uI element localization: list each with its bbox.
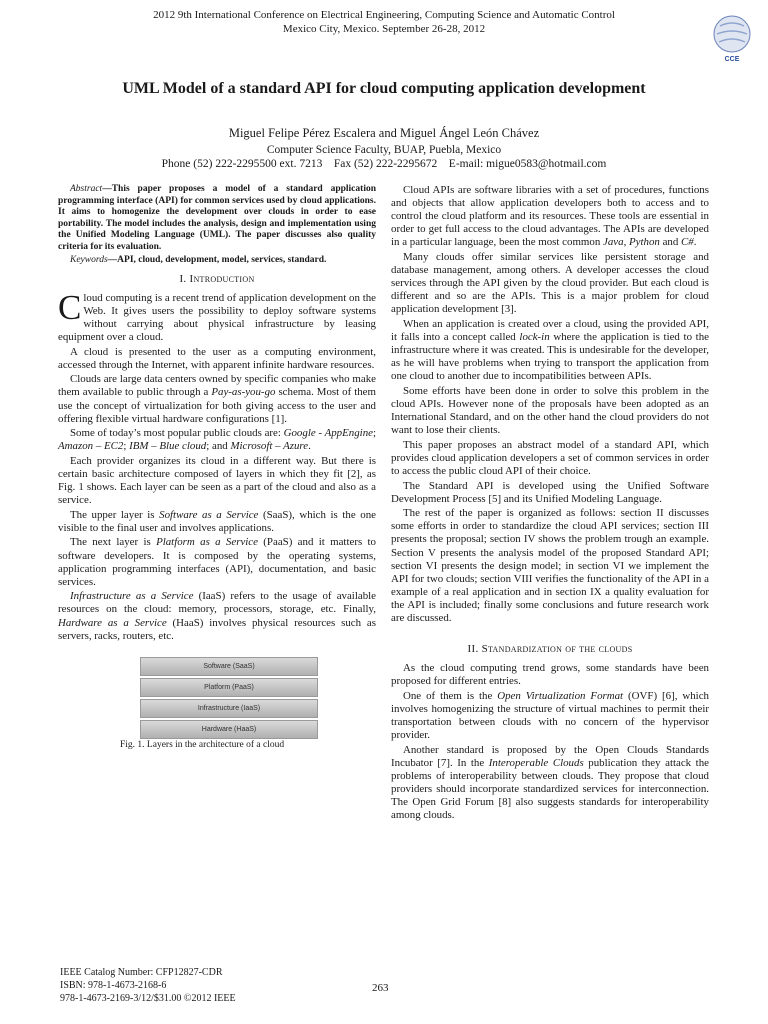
figure-caption: Fig. 1. Layers in the architecture of a cloud xyxy=(120,739,285,750)
paragraph: Some efforts have been done in order to solve this problem in the cloud APIs. However none of the proposals have been adopted as an International Standard, and on the other hand the cloud providers do not want to lose their clients. xyxy=(391,384,709,437)
affiliation: Computer Science Faculty, BUAP, Puebla, Mexico xyxy=(266,144,502,156)
keywords-text: —API, cloud, development, model, services, standard. xyxy=(107,255,327,266)
footer-publication-info xyxy=(60,966,236,1005)
paragraph: The Standard API is developed using the Unified Software Development Process [5] and its Unified Modeling Language. xyxy=(391,479,709,505)
section-number: I. xyxy=(179,272,187,285)
right-column xyxy=(391,184,709,824)
copyright: 978-1-4673-2169-3/12/$31.00 ©2012 IEEE xyxy=(60,993,236,1004)
section-number: II. xyxy=(467,643,479,656)
paragraph: When an application is created over a cloud, using the provided API, it falls into a concept called lock-in where the application is tied to the infrastructure where it was created. This is undesirable for the developer, as he will have problems when trying to transport the application from one cloud to another due to incompatibilities between APIs. xyxy=(391,317,709,383)
conference-name: 2012 9th International Conference on Electrical Engineering, Computing Science and Automatic Control xyxy=(153,9,615,21)
abstract-text: —This paper proposes a model of a standard application programming interface (API) for common services used by cloud applications. It aims to homogenize the development over clouds in order to ease portability. The model includes the analysis, design and implementation using the Unified Modeling Language (UML). The paper discusses also quality criteria for its evaluation. xyxy=(58,184,376,252)
layer-stack-diagram xyxy=(140,657,318,741)
paragraph: Some of today’s most popular public clouds are: Google - AppEngine; Amazon – EC2; IBM – Blue cloud; and Microsoft – Azure. xyxy=(58,427,377,453)
keywords-label: Keywords xyxy=(70,255,108,266)
abstract xyxy=(58,184,376,254)
paragraph: Another standard is proposed by the Open Clouds Standards Incubator [7]. In the Interoperable Clouds publication they attack the problems of interoperability between clouds. They propose that cloud providers should incorporate standardized services for interconnection. The Open Grid Forum [8] also suggests standards for interoperability among clouds. xyxy=(391,743,709,822)
contact-line: Phone (52) 222-2295500 ext. 7213 Fax (52) 222-2295672 E-mail: migue0583@hotmail.com xyxy=(161,158,607,170)
keywords xyxy=(58,255,376,267)
paragraph: Clouds are large data centers owned by specific companies who make them available to public through a Pay-as-you-go schema. Most of them use the concept of virtualization for both giving access to the user and offering flexible virtual hardware configurations [1]. xyxy=(58,373,376,425)
paragraph: Many clouds offer similar services like persistent storage and database management, among others. A developer accesses the cloud services through the API given by the cloud provider. But each cloud is different and so are the APIs. This is a major problem for cloud application development [3]. xyxy=(391,250,709,316)
layer-saas: Software (SaaS) xyxy=(140,657,318,676)
catalog-number: IEEE Catalog Number: CFP12827-CDR xyxy=(60,967,223,978)
paragraph: This paper proposes an abstract model of a standard API, which provides cloud application developers a set of common services in order to access the public cloud API of their choice. xyxy=(391,438,709,477)
layer-iaas: Infrastructure (IaaS) xyxy=(140,699,318,718)
paragraph: One of them is the Open Virtualization Format (OVF) [6], which involves homogenizing the structure of virtual machines to permit their transportation between clouds with no concern of the hypervisor provider. xyxy=(391,689,709,742)
logo-text: CCE xyxy=(724,56,740,63)
paragraph: The next layer is Platform as a Service (PaaS) and it matters to software developers. It is composed by the operating systems, application programming interfaces (API), documentation, and basic services. xyxy=(58,536,376,588)
section-heading-introduction xyxy=(58,273,376,286)
layer-paas: Platform (PaaS) xyxy=(140,678,318,697)
section-title: Standardization of the clouds xyxy=(481,643,633,656)
affiliation-block xyxy=(0,143,768,171)
section-heading-standardization xyxy=(391,643,709,656)
figure-1 xyxy=(58,657,376,765)
paper-title: UML Model of a standard API for cloud computing application development xyxy=(122,80,646,97)
page-number: 263 xyxy=(372,982,389,994)
layer-haas: Hardware (HaaS) xyxy=(140,720,318,739)
paragraph: Cloud APIs are software libraries with a set of procedures, functions and objects that allow application developers both to access and to control the cloud platform and its resources. These tools are essential in order to get full access to the cloud advantages. The APIs are developed in a particular language, been the most common Java, Python and C#. xyxy=(391,184,709,249)
abstract-label: Abstract xyxy=(70,184,103,194)
drop-cap: C xyxy=(58,287,82,327)
paragraph: As the cloud computing trend grows, some standards have been proposed for different entries. xyxy=(391,662,709,688)
paragraph: A cloud is presented to the user as a computing environment, accessed through the Internet, with apparent infinite hardware resources. xyxy=(58,345,376,371)
paragraph: Cloud computing is a recent trend of application development on the Web. It gives users the possibility to deploy software systems without carrying about physical infrastructure by leasing equipment over a cloud. xyxy=(58,287,376,344)
conference-location: Mexico City, Mexico. September 26-28, 2012 xyxy=(282,23,486,35)
cce-logo-icon xyxy=(706,14,758,64)
paragraph: The rest of the paper is organized as follows: section II discusses some efforts in order to standardize the cloud API services; section III presents the proposal; section IV shows the problem trough an example. Section V presents the analysis model of the proposed Standard API; section VI presents the design model; in section VI we implement the API for two clouds; section VIII verifies the functionality of the API in a example of a real application and in section IX a quality evaluation for the API is included; finally some conclusions and future research work are discussed. xyxy=(391,507,709,624)
section-title: Introduction xyxy=(189,272,255,285)
paragraph: Infrastructure as a Service (IaaS) refers to the usage of available resources on the cloud: memory, processors, storage, etc. Finally, Hardware as a Service (HaaS) involves physical resources such as servers, racks, routers, etc. xyxy=(58,590,377,642)
paragraph: The upper layer is Software as a Service (SaaS), which is the one visible to the final user and involves applications. xyxy=(58,508,376,534)
conference-header xyxy=(0,8,768,36)
left-column xyxy=(58,184,376,765)
paragraph: Each provider organizes its cloud in a different way. But there is certain basic architecture composed of layers in which they fit [2], as Fig. 1 shows. Each layer can be seen as a part of the cloud and also as a service. xyxy=(58,454,376,507)
paper-authors: Miguel Felipe Pérez Escalera and Miguel Ángel León Chávez xyxy=(228,126,540,140)
isbn: ISBN: 978-1-4673-2168-6 xyxy=(60,980,167,991)
